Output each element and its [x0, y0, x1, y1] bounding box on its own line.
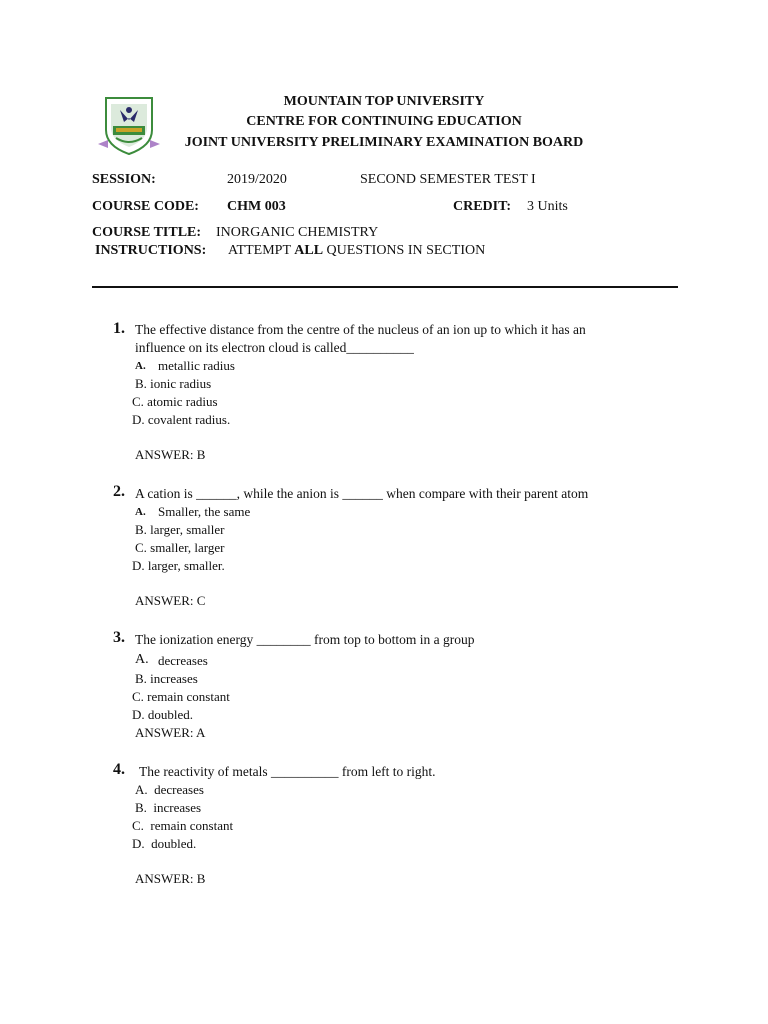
course-title-value: INORGANIC CHEMISTRY [216, 225, 379, 240]
question-3-number: 3. [113, 629, 125, 646]
question-2-option-b: B. larger, smaller [135, 522, 225, 537]
question-2-option-a: Smaller, the same [158, 504, 251, 519]
question-3-text: The ionization energy ________ from top to bottom in a group [135, 632, 475, 647]
course-code-label: COURSE CODE: [92, 199, 199, 214]
question-3-answer: ANSWER: A [135, 725, 206, 740]
instructions-text [228, 243, 485, 259]
question-1-option-a: metallic radius [158, 358, 235, 373]
instructions-emphasis: ALL [294, 243, 324, 258]
instructions-label: INSTRUCTIONS: [95, 243, 207, 258]
credit-value: 3 Units [527, 199, 568, 214]
question-1-answer: ANSWER: B [135, 447, 206, 462]
question-2-answer: ANSWER: C [135, 593, 206, 608]
question-4-option-b: B. increases [135, 800, 202, 815]
question-4-option-c: C. remain constant [132, 818, 234, 833]
question-4-answer: ANSWER: B [135, 871, 206, 886]
question-1-option-a-letter: A. [135, 360, 146, 372]
university-name: MOUNTAIN TOP UNIVERSITY [283, 94, 485, 109]
test-name: SECOND SEMESTER TEST I [360, 172, 536, 187]
question-1-text-line1: The effective distance from the centre of the nucleus of an ion up to which it has an [135, 322, 586, 337]
question-1-option-c: C. atomic radius [132, 394, 218, 409]
board-name: JOINT UNIVERSITY PRELIMINARY EXAMINATION BOARD [184, 135, 584, 150]
question-3-option-b: B. increases [135, 671, 198, 686]
question-1-text-line2: influence on its electron cloud is called__________ [135, 340, 414, 355]
header-divider [92, 286, 678, 288]
question-3-option-a: decreases [158, 653, 208, 668]
instructions-post: QUESTIONS IN SECTION [323, 243, 486, 258]
credit-label: CREDIT: [453, 199, 512, 214]
instructions-pre: ATTEMPT [228, 243, 295, 258]
question-1-number: 1. [113, 320, 125, 337]
question-2-option-c: C. smaller, larger [135, 540, 225, 555]
centre-name: CENTRE FOR CONTINUING EDUCATION [246, 114, 522, 129]
question-3-option-d: D. doubled. [132, 707, 194, 722]
question-2-option-d: D. larger, smaller. [132, 558, 225, 573]
question-4-option-d: D. doubled. [132, 836, 197, 851]
question-4-number: 4. [113, 761, 125, 778]
question-2-number: 2. [113, 483, 125, 500]
question-3-option-a-letter: A. [135, 652, 149, 667]
question-2-option-a-letter: A. [135, 506, 146, 518]
question-4-option-a: A. decreases [135, 782, 204, 797]
question-3-option-c: C. remain constant [132, 689, 230, 704]
question-1-option-b: B. ionic radius [135, 376, 212, 391]
question-2-text: A cation is ______, while the anion is ______ when compare with their parent atom [135, 486, 589, 501]
session-value: 2019/2020 [227, 172, 287, 187]
course-code-value: CHM 003 [227, 199, 286, 214]
question-4-text: The reactivity of metals __________ from left to right. [139, 764, 436, 779]
course-title-label: COURSE TITLE: [92, 225, 202, 240]
question-1-option-d: D. covalent radius. [132, 412, 231, 427]
session-label: SESSION: [92, 172, 156, 187]
